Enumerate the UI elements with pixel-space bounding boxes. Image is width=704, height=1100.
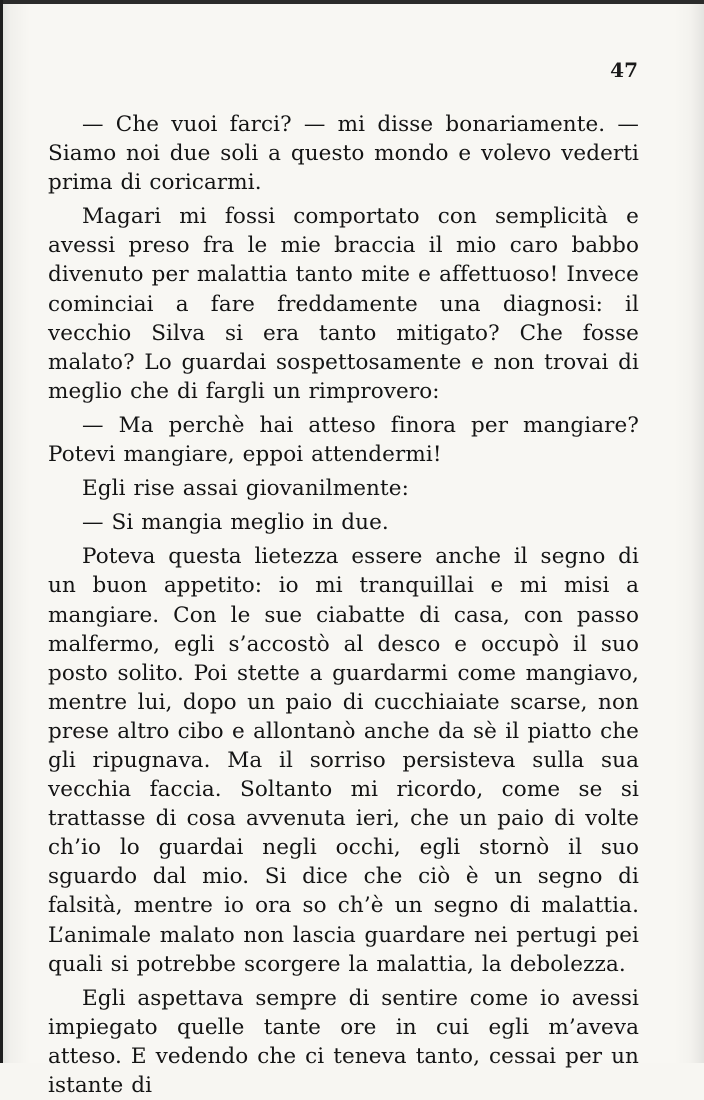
paragraph-7: Egli aspettava sempre di sentire come io avessi impiegato quelle tante ore in cui egli m’aveva atteso. E vedendo che ci teneva tanto, cessai per un istante di (48, 985, 639, 1098)
paragraph-1: — Che vuoi farci? — mi disse bonariamente. — Siamo noi due soli a questo mondo e volevo vederti prima di coricarmi. (48, 112, 639, 196)
paragraph-3: — Ma perchè hai atteso finora per mangiare? Potevi mangiare, eppoi attendermi! (48, 412, 639, 468)
body-text (48, 110, 639, 1100)
paragraph-6: Poteva questa lietezza essere anche il segno di un buon appetito: io mi tranquillai e mi misi a mangiare. Con le sue ciabatte di casa, con passo malfermo, egli s’accostò al desco e occupò il suo posto solito. Poi stette a guardarmi come mangiavo, mentre lui, dopo un paio di cucchiaiate scarse, non prese altro cibo e allontanò anche da sè il piatto che gli ripugnava. Ma il sorriso persisteva sulla sua vecchia faccia. Soltanto mi ricordo, come se si trattasse di cosa avvenuta ieri, che un paio di volte ch’io lo guardai negli occhi, egli stornò il suo sguardo dal mio. Si dice che ciò è un segno di falsità, mentre io ora so ch’è un segno di malattia. L’animale malato non lascia guardare nei pertugi pei quali si potrebbe scorgere la malattia, la debolezza. (48, 544, 639, 977)
paragraph-4: Egli rise assai giovanilmente: (82, 476, 409, 502)
page-spine-edge (0, 0, 3, 1063)
paragraph-2: Magari mi fossi comportato con semplicità e avessi preso fra le mie braccia il mio caro babbo divenuto per malattia tanto mite e affettuoso! Invece cominciai a fare freddamente una diagnosi: il vecchio Silva si era tanto mitigato? Che fosse malato? Lo guardai sospettosamente e non trovai di meglio che di fargli un rimprovero: (48, 204, 639, 404)
paragraph-5: — Si mangia meglio in due. (82, 510, 389, 536)
page-number: 47 (610, 58, 638, 82)
top-edge-rule (0, 0, 704, 4)
